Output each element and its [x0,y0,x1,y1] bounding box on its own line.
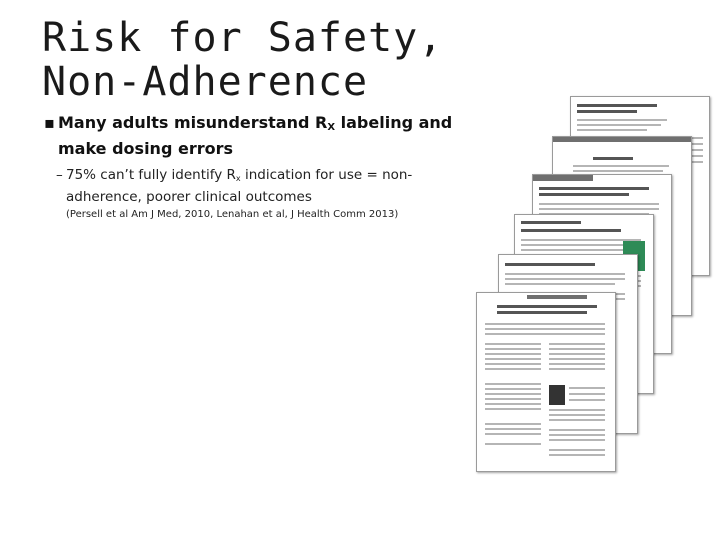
bullet-text-end: labeling and make dosing errors [58,113,453,158]
bullet-text-start: Many adults misunderstand R [58,113,328,132]
sub-bullet-text [66,166,436,207]
sub-bullet-text-start: 75% can’t fully identify R [66,167,236,183]
sub-bullet-indication [56,166,436,207]
bullet-text [58,112,484,159]
sub-bullet-text-end: indication for use = non-adherence, poorer clinical outcomes [66,167,413,205]
article-thumbnail-front [476,292,616,472]
citation: (Persell et al Am J Med, 2010, Lenahan et al, J Health Comm 2013) [66,209,399,220]
article-thumbnail-stack [470,96,715,471]
dash-bullet-icon: – [56,167,63,183]
rx-subscript-small: x [235,174,241,183]
square-bullet-icon: ▪ [44,113,55,132]
slide-title: Risk for Safety, Non-Adherence [42,15,444,105]
bullet-misunderstand-labeling [44,112,484,159]
rx-subscript: X [327,122,336,133]
drop-cap-icon [549,385,565,405]
